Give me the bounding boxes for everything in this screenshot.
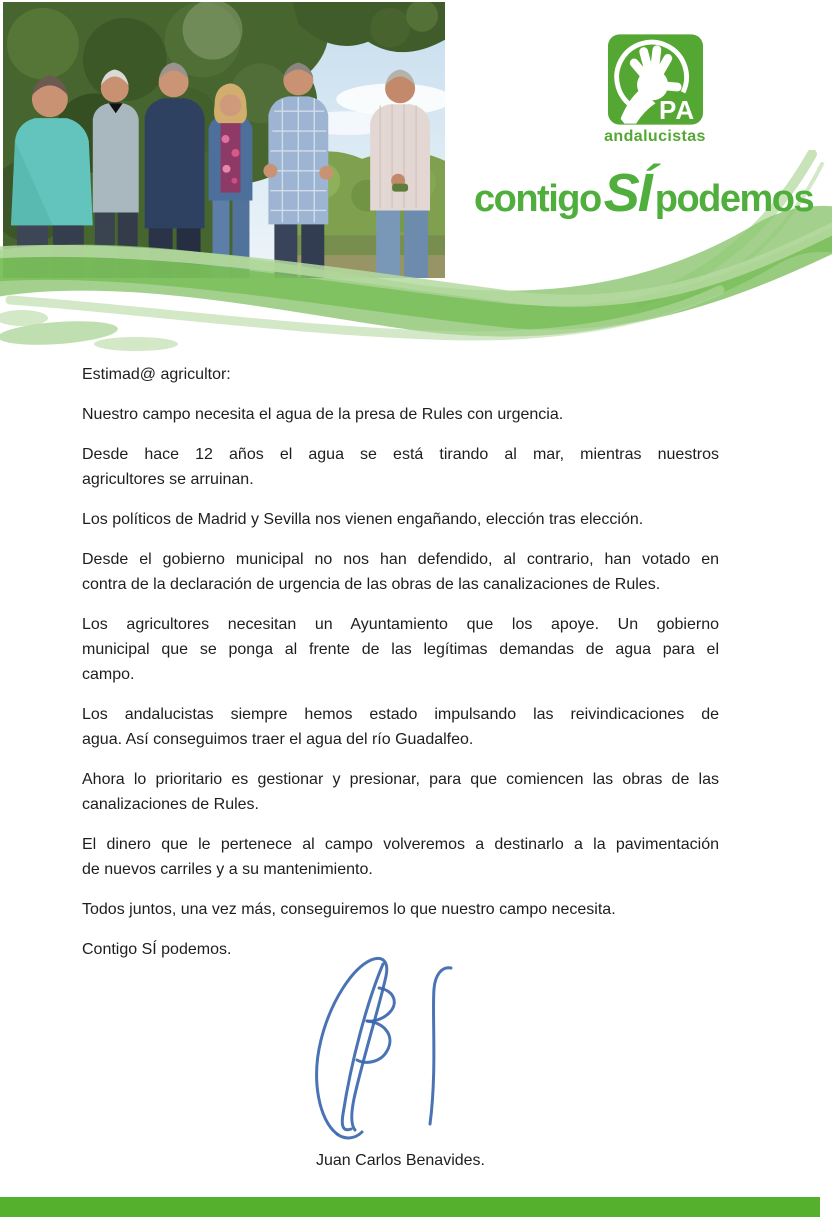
logo-acronym: PA	[659, 95, 696, 125]
signer-name: Juan Carlos Benavides.	[316, 1152, 485, 1169]
letter-line: Los políticos de Madrid y Sevilla nos vienen engañando, elección tras elección.	[82, 511, 644, 528]
footer-bar	[0, 1197, 820, 1217]
slogan-contigo: contigo	[474, 178, 601, 220]
letter-line: El dinero que le pertenece al campo volveremos a destinarlo a la pavimentación	[82, 836, 719, 853]
pa-logo	[603, 33, 707, 146]
signature-image	[295, 952, 490, 1144]
letter-line: Ahora lo prioritario es gestionar y presionar, para que comiencen las obras de las	[82, 771, 719, 788]
letter-paragraph	[82, 442, 719, 492]
letter-line: Contigo SÍ podemos.	[82, 941, 232, 958]
letter-body	[82, 362, 719, 977]
letter-line: contra de la declaración de urgencia de las obras de las canalizaciones de Rules.	[82, 576, 661, 593]
logo-wordmark: andalucistas	[604, 128, 706, 145]
letter-paragraph	[82, 547, 719, 597]
slogan-si: SÍ	[603, 163, 651, 223]
campaign-slogan	[474, 162, 813, 224]
letter-line: agricultores se arruinan.	[82, 471, 254, 488]
letter-paragraph	[82, 767, 719, 817]
letter-paragraph	[82, 507, 719, 532]
letter-paragraph	[82, 832, 719, 882]
slogan-podemos: podemos	[654, 178, 814, 220]
letter-line: campo.	[82, 666, 135, 683]
letter-paragraph	[82, 402, 719, 427]
letter-line: municipal que se ponga al frente de las legítimas demandas de agua para el	[82, 641, 719, 658]
letter-line: Los agricultores necesitan un Ayuntamiento que los apoye. Un gobierno	[82, 616, 719, 633]
letter-paragraph	[82, 897, 719, 922]
letter-line: Todos juntos, una vez más, conseguiremos lo que nuestro campo necesita.	[82, 901, 616, 918]
letter-paragraph	[82, 612, 719, 687]
letter-line: Estimad@ agricultor:	[82, 366, 231, 383]
letter-line: de nuevos carriles y a su mantenimiento.	[82, 861, 373, 878]
letter-line: Los andalucistas siempre hemos estado impulsando las reivindicaciones de	[82, 706, 719, 723]
letter-line: agua. Así conseguimos traer el agua del río Guadalfeo.	[82, 731, 474, 748]
letter-line: Desde hace 12 años el agua se está tirando al mar, mientras nuestros	[82, 446, 719, 463]
letter-paragraph	[82, 702, 719, 752]
letter-line: Nuestro campo necesita el agua de la presa de Rules con urgencia.	[82, 406, 564, 423]
letter-line: Desde el gobierno municipal no nos han defendido, al contrario, han votado en	[82, 551, 719, 568]
letter-paragraph	[82, 362, 719, 387]
letter-line: canalizaciones de Rules.	[82, 796, 259, 813]
